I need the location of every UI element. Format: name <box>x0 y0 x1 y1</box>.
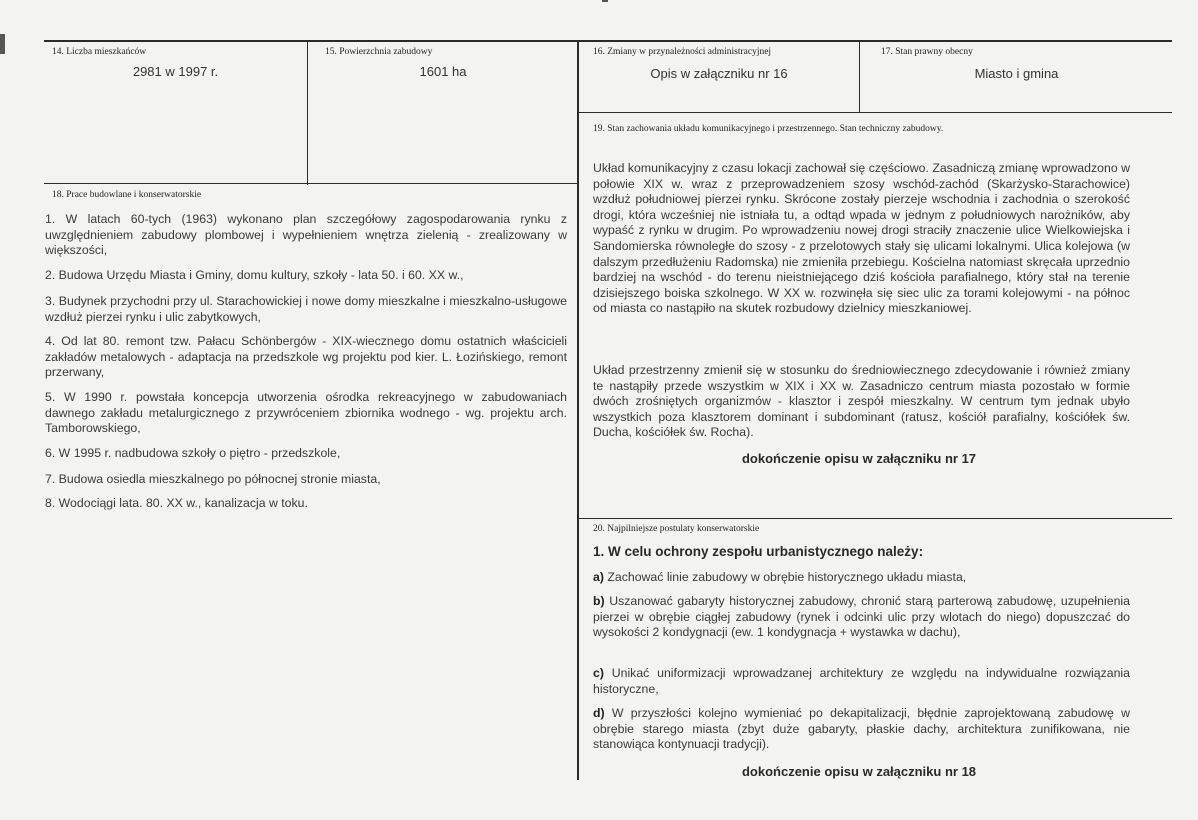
divider-center <box>577 40 579 780</box>
section-18-item: 7. Budowa osiedla mieszkalnego po północnej stronie miasta, <box>45 472 381 486</box>
section-20-item-b <box>593 594 1130 641</box>
section-19-paragraph: Układ przestrzenny zmienił się w stosunku do średniowiecznego zdecydowanie i również zmiany te nastąpiły przede wszystkim w XIX i XX w. Zasadniczo centrum miasta pozostało w formie dwóch zrośniętych organizmów - klasztor i zespół mieszkalny. W centrum tym jednak ubyło wszystkich poza klasztorem dominant i subdominant (ratusz, kościół parafialny, kościółek św. Ducha, kościółek św. Rocha). <box>593 363 1130 440</box>
section-18-item: 6. W 1995 r. nadbudowa szkoły o piętro - przedszkole, <box>45 446 341 460</box>
section-18-item: 8. Wodociągi lata. 80. XX w., kanalizacja w toku. <box>45 496 308 510</box>
field-14-value: 2981 w 1997 r. <box>132 64 219 79</box>
item-letter: b) <box>593 594 605 608</box>
divider-17 <box>859 40 860 113</box>
section-20-label: 20. Najpilniejsze postulaty konserwatorskie <box>593 524 760 534</box>
field-16-label: 16. Zmiany w przynależności administracyjnej <box>593 47 772 57</box>
section-19-paragraph: Układ komunikacyjny z czasu lokacji zachował się częściowo. Zasadniczą zmianę wprowadzono w połowie XIX w. wraz z przeprowadzeniem szosy wschód-zachód (Skarżysko-Starachowice) wzdłuż południowej pierzei rynku. Skrócone zostały pierzeje wschodnia i zachodnia o szerokość drogi, która wcześniej nie istniała tu, a odtąd wpada w jednym z południowych narożników, aby wypaść z rynku w drugim. Po wprowadzeniu nowej drogi straciły znaczenie ulice Wielkowiejska i Sandomierska równoległe do szosy - z przelotowych stały się ulicami lokalnymi. Ulica kolejowa (w dalszym przedłużeniu Radomska) nie zmieniła przebiegu. Kościelna natomiast skręcała uprzednio bardziej na wschód - do terenu nieistniejącego dziś kościoła parafialnego, który stał na terenie dzisiejszego boiska szkolnego. W XX w. rozwinęła się siec ulic za torami kolejowymi - na północ od miasta co nastąpiło na skutek rozbudowy dzielnicy mieszkaniowej. <box>593 161 1130 316</box>
item-letter: a) <box>593 570 604 584</box>
rule-left-section18 <box>44 183 577 184</box>
item-text: W przyszłości kolejno wymieniać po dekapitalizacji, błędnie zaprojektowaną zabudowę w obrębie starego miasta (zbyt duże gabaryty, płaskie dachy, architektura zunifikowana, nie stanowiąca kontynuacji tradycji). <box>593 706 1130 752</box>
item-text: Uszanować gabaryty historycznej zabudowy, chronić starą parterową zabudowę, uzupełnienia pierzei w obrębie ciągłej zabudowy (rynek i odcinki ulic przy wlotach do niego) dopuszczać do wysokości 2 kondygnacji (ew. 1 kondygnacja + wystawka w dachu), <box>593 594 1130 640</box>
field-15-value: 1601 ha <box>419 64 467 79</box>
section-20-item-a <box>593 570 1130 586</box>
section-20-item-c <box>593 666 1130 697</box>
section-18-item: 4. Od lat 80. remont tzw. Pałacu Schönbergów - XIX-wiecznego domu ostatnich właścicieli zakładów metalowych - adaptacja na przedszkole wg projektu pod kier. L. Łozińskiego, remont przerwany, <box>45 334 567 380</box>
scan-mark-top <box>602 0 608 2</box>
item-letter: d) <box>593 706 605 720</box>
field-17-value: Miasto i gmina <box>974 66 1059 81</box>
field-17-label: 17. Stan prawny obecny <box>881 47 973 57</box>
item-text: Unikać uniformizacji wprowadzanej architektury ze względu na indywidualne rozwiązania historyczne, <box>593 666 1130 696</box>
section-18-item: 2. Budowa Urzędu Miasta i Gminy, domu kultury, szkoły - lata 50. i 60. XX w., <box>45 268 464 282</box>
section-20-item-d <box>593 706 1130 753</box>
section-20-heading: 1. W celu ochrony zespołu urbanistycznego należy: <box>593 544 924 559</box>
section-18-label: 18. Prace budowlane i konserwatorskie <box>52 190 202 200</box>
rule-right-section20 <box>579 518 1172 519</box>
section-18-item: 1. W latach 60-tych (1963) wykonano plan szczegółowy zagospodarowania rynku z uwzględnieniem zabudowy plombowej i wypełnieniem wnętrza zielenią - zrealizowany w większości, <box>45 212 567 258</box>
section-19-label: 19. Stan zachowania układu komunikacyjnego i przestrzennego. Stan techniczny zabudowy. <box>593 124 944 134</box>
section-20-footer: dokończenie opisu w załączniku nr 18 <box>741 764 977 779</box>
field-16-value: Opis w załączniku nr 16 <box>650 66 788 81</box>
item-letter: c) <box>593 666 604 680</box>
top-rule <box>44 40 1172 42</box>
section-18-item: 3. Budynek przychodni przy ul. Starachowickiej i nowe domy mieszkalne i mieszkalno-usługowe wzdłuż pierzei rynku i ulic zabytkowych, <box>45 294 567 324</box>
field-14-label: 14. Liczba mieszkańców <box>52 47 147 57</box>
item-text: Zachować linie zabudowy w obrębie historycznego układu miasta, <box>603 570 967 584</box>
section-18-item: 5. W 1990 r. powstała koncepcja utworzenia ośrodka rekreacyjnego w zabudowaniach dawnego zakładu metalurgicznego z przywróceniem zbiornika wodnego - wg. projektu arch. Tamborowskiego, <box>45 390 567 436</box>
section-19-footer: dokończenie opisu w załączniku nr 17 <box>741 451 977 466</box>
rule-right-under-16-17 <box>579 112 1172 113</box>
divider-15 <box>307 40 308 185</box>
field-15-label: 15. Powierzchnia zabudowy <box>325 47 433 57</box>
scan-mark-left <box>0 34 5 54</box>
